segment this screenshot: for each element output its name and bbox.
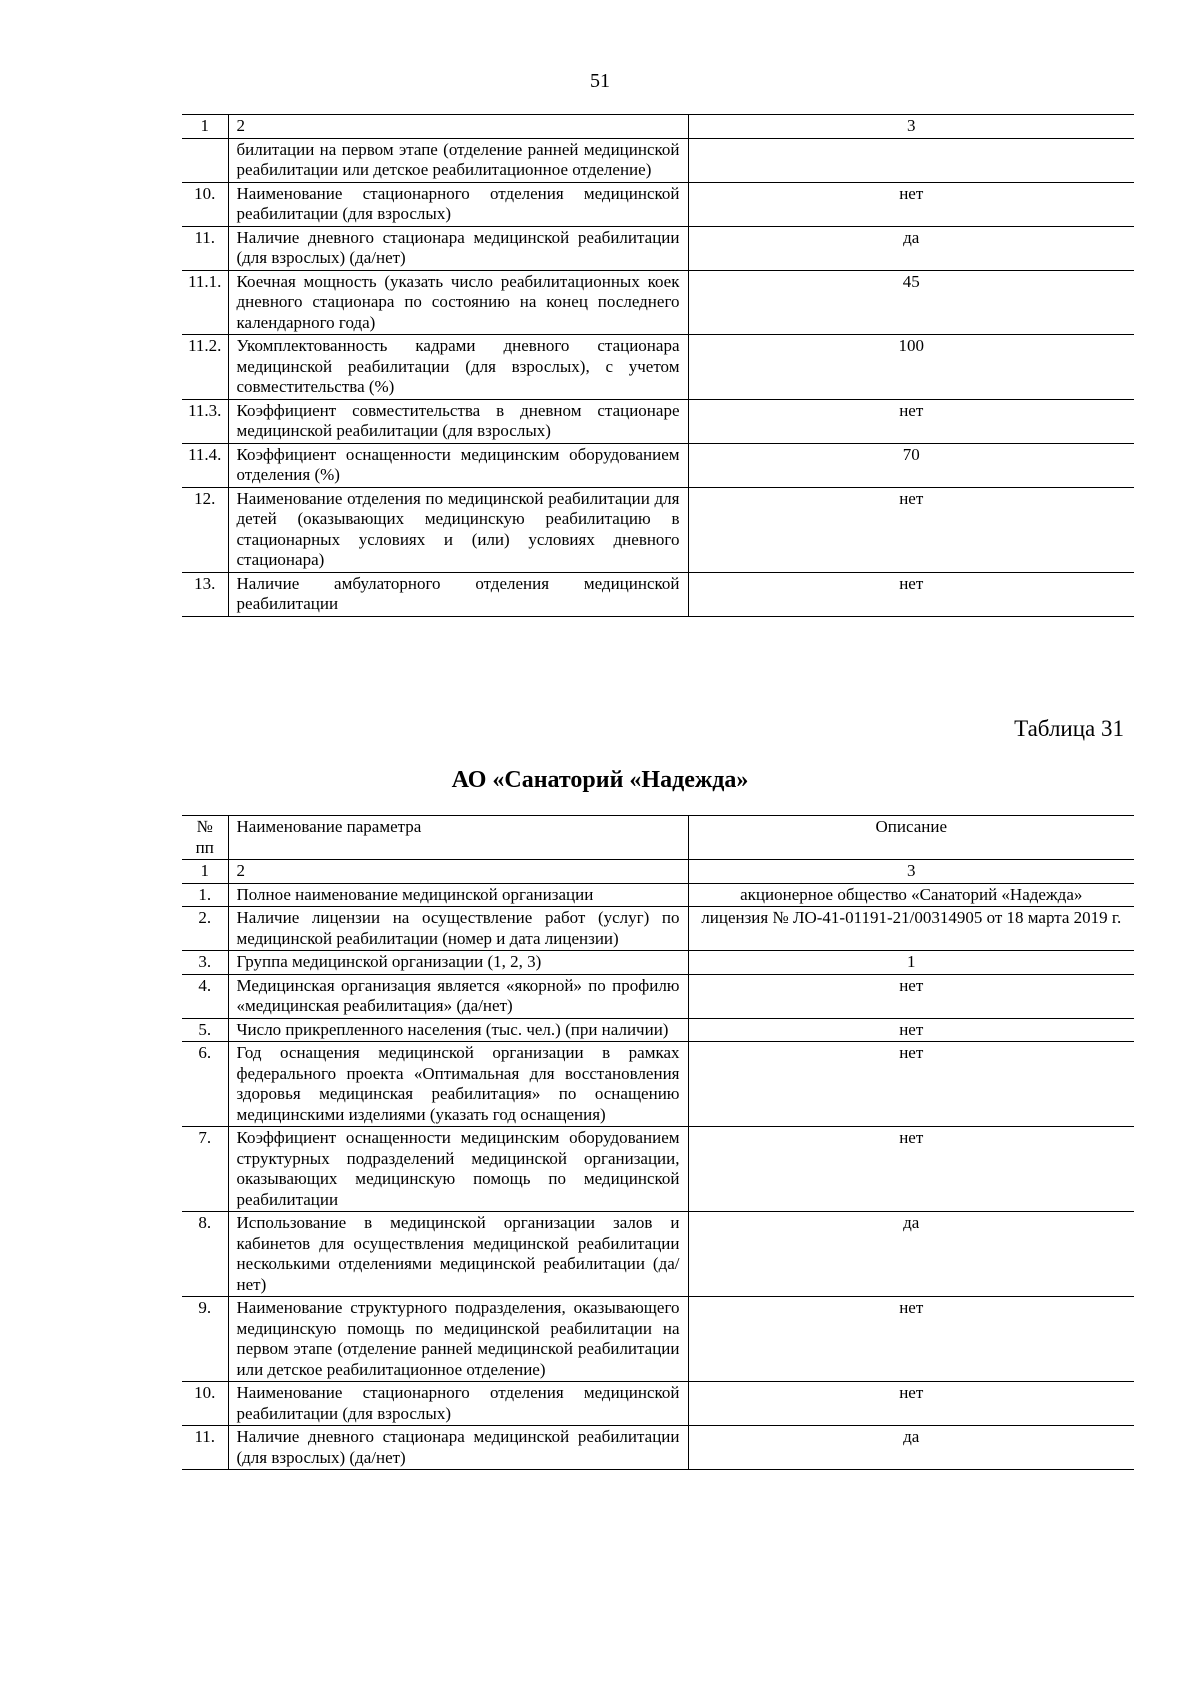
row-number-cell: № пп	[182, 816, 228, 860]
parameter-value-cell: нет	[688, 487, 1134, 572]
parameter-name-cell: Коэффициент оснащенности медицинским оборудованием структурных подразделений медицинской организации, оказывающих медицинскую помощь по медицинской реабилитации	[228, 1127, 688, 1212]
row-number-cell	[182, 138, 228, 182]
table-title: АО «Санаторий «Надежда»	[451, 767, 749, 793]
parameter-name-cell: Полное наименование медицинской организации	[228, 883, 688, 907]
row-number-cell: 10.	[182, 182, 228, 226]
parameter-name-cell: Наличие амбулаторного отделения медицинской реабилитации	[228, 572, 688, 616]
table-row	[182, 907, 1134, 951]
row-number-cell: 13.	[182, 572, 228, 616]
parameter-name-cell: Наименование параметра	[228, 816, 688, 860]
parameter-name-cell: Наличие лицензии на осуществление работ (услуг) по медицинской реабилитации (номер и дата лицензии)	[228, 907, 688, 951]
parameter-value-cell: акционерное общество «Санаторий «Надежда»	[688, 883, 1134, 907]
parameter-name-cell: Наименование стационарного отделения медицинской реабилитации (для взрослых)	[228, 182, 688, 226]
parameter-name-cell: Медицинская организация является «якорной» по профилю «медицинская реабилитация» (да/нет)	[228, 974, 688, 1018]
parameter-value-cell: нет	[688, 572, 1134, 616]
parameter-value-cell: 1	[688, 951, 1134, 975]
parameter-name-cell: Коэффициент совместительства в дневном стационаре медицинской реабилитации (для взрослых)	[228, 399, 688, 443]
row-number-cell: 11.2.	[182, 335, 228, 400]
row-number-cell: 1.	[182, 883, 228, 907]
row-number-cell: 3.	[182, 951, 228, 975]
parameter-name-cell: Наличие дневного стационара медицинской реабилитации (для взрослых) (да/нет)	[228, 1426, 688, 1470]
table-row	[182, 1297, 1134, 1382]
table-row	[182, 138, 1134, 182]
table-sanatorium	[182, 815, 1134, 1470]
parameter-name-cell: Использование в медицинской организации залов и кабинетов для осуществления медицинской реабилитации несколькими отделениями медицинской реабилитации (да/нет)	[228, 1212, 688, 1297]
parameter-name-cell: Группа медицинской организации (1, 2, 3)	[228, 951, 688, 975]
parameter-name-cell: Коэффициент оснащенности медицинским оборудованием отделения (%)	[228, 443, 688, 487]
table-header-row	[182, 115, 1134, 139]
parameter-value-cell: нет	[688, 182, 1134, 226]
table-row	[182, 270, 1134, 335]
row-number-cell: 11.	[182, 226, 228, 270]
parameter-value-cell: 45	[688, 270, 1134, 335]
parameter-name-cell: Год оснащения медицинской организации в рамках федерального проекта «Оптимальная для восстановления здоровья медицинская реабилитация» по оснащению медицинскими изделиями (указать год оснащения)	[228, 1042, 688, 1127]
row-number-cell: 11.3.	[182, 399, 228, 443]
row-number-cell: 11.1.	[182, 270, 228, 335]
parameter-name-cell: Наименование отделения по медицинской реабилитации для детей (оказывающих медицинскую реабилитацию в стационарных условиях и (или) условиях дневного стационара)	[228, 487, 688, 572]
parameter-value-cell: лицензия № ЛО-41-01191-21/00314905 от 18 марта 2019 г.	[688, 907, 1134, 951]
table-row	[182, 399, 1134, 443]
parameter-value-cell: 3	[688, 860, 1134, 884]
table-row	[182, 1382, 1134, 1426]
parameter-value-cell: да	[688, 1426, 1134, 1470]
row-number-cell: 5.	[182, 1018, 228, 1042]
parameter-value-cell: 70	[688, 443, 1134, 487]
row-number-cell: 2.	[182, 907, 228, 951]
table-row	[182, 182, 1134, 226]
table-continuation	[182, 114, 1134, 617]
parameter-name-cell: Наименование стационарного отделения медицинской реабилитации (для взрослых)	[228, 1382, 688, 1426]
table-row	[182, 1212, 1134, 1297]
parameter-name-cell: 2	[228, 115, 688, 139]
row-number-cell: 10.	[182, 1382, 228, 1426]
parameter-value-cell: 100	[688, 335, 1134, 400]
table-header-row	[182, 816, 1134, 860]
table-row	[182, 572, 1134, 616]
parameter-name-cell: билитации на первом этапе (отделение ранней медицинской реабилитации или детское реабилитационное отделение)	[228, 138, 688, 182]
row-number-cell: 11.4.	[182, 443, 228, 487]
table-row	[182, 1426, 1134, 1470]
row-number-cell: 4.	[182, 974, 228, 1018]
parameter-value-cell: да	[688, 1212, 1134, 1297]
table-caption: Таблица 31	[1014, 716, 1124, 741]
row-number-cell: 9.	[182, 1297, 228, 1382]
page-number: 51	[590, 70, 610, 92]
parameter-value-cell: Описание	[688, 816, 1134, 860]
parameter-name-cell: Наличие дневного стационара медицинской реабилитации (для взрослых) (да/нет)	[228, 226, 688, 270]
parameter-value-cell: нет	[688, 1042, 1134, 1127]
table-row	[182, 883, 1134, 907]
table-row	[182, 1018, 1134, 1042]
parameter-value-cell: 3	[688, 115, 1134, 139]
parameter-name-cell: 2	[228, 860, 688, 884]
parameter-value-cell: нет	[688, 1127, 1134, 1212]
parameter-value-cell: нет	[688, 399, 1134, 443]
table-row	[182, 1042, 1134, 1127]
table-row	[182, 1127, 1134, 1212]
row-number-cell: 6.	[182, 1042, 228, 1127]
table-row	[182, 487, 1134, 572]
table-row	[182, 226, 1134, 270]
parameter-value-cell: нет	[688, 974, 1134, 1018]
parameter-value-cell: нет	[688, 1382, 1134, 1426]
table-row	[182, 951, 1134, 975]
parameter-value-cell: нет	[688, 1297, 1134, 1382]
parameter-value-cell	[688, 138, 1134, 182]
parameter-value-cell: да	[688, 226, 1134, 270]
parameter-value-cell: нет	[688, 1018, 1134, 1042]
table-row	[182, 335, 1134, 400]
row-number-cell: 11.	[182, 1426, 228, 1470]
table-row	[182, 443, 1134, 487]
parameter-name-cell: Наименование структурного подразделения, оказывающего медицинскую помощь по медицинской реабилитации на первом этапе (отделение ранней медицинской реабилитации или детское реабилитационное отделение)	[228, 1297, 688, 1382]
row-number-cell: 1	[182, 860, 228, 884]
parameter-name-cell: Число прикрепленного населения (тыс. чел.) (при наличии)	[228, 1018, 688, 1042]
row-number-cell: 1	[182, 115, 228, 139]
row-number-cell: 12.	[182, 487, 228, 572]
row-number-cell: 7.	[182, 1127, 228, 1212]
parameter-name-cell: Коечная мощность (указать число реабилитационных коек дневного стационара по состоянию на конец последнего календарного года)	[228, 270, 688, 335]
row-number-cell: 8.	[182, 1212, 228, 1297]
parameter-name-cell: Укомплектованность кадрами дневного стационара медицинской реабилитации (для взрослых), с учетом совместительства (%)	[228, 335, 688, 400]
table-header-row	[182, 860, 1134, 884]
table-row	[182, 974, 1134, 1018]
